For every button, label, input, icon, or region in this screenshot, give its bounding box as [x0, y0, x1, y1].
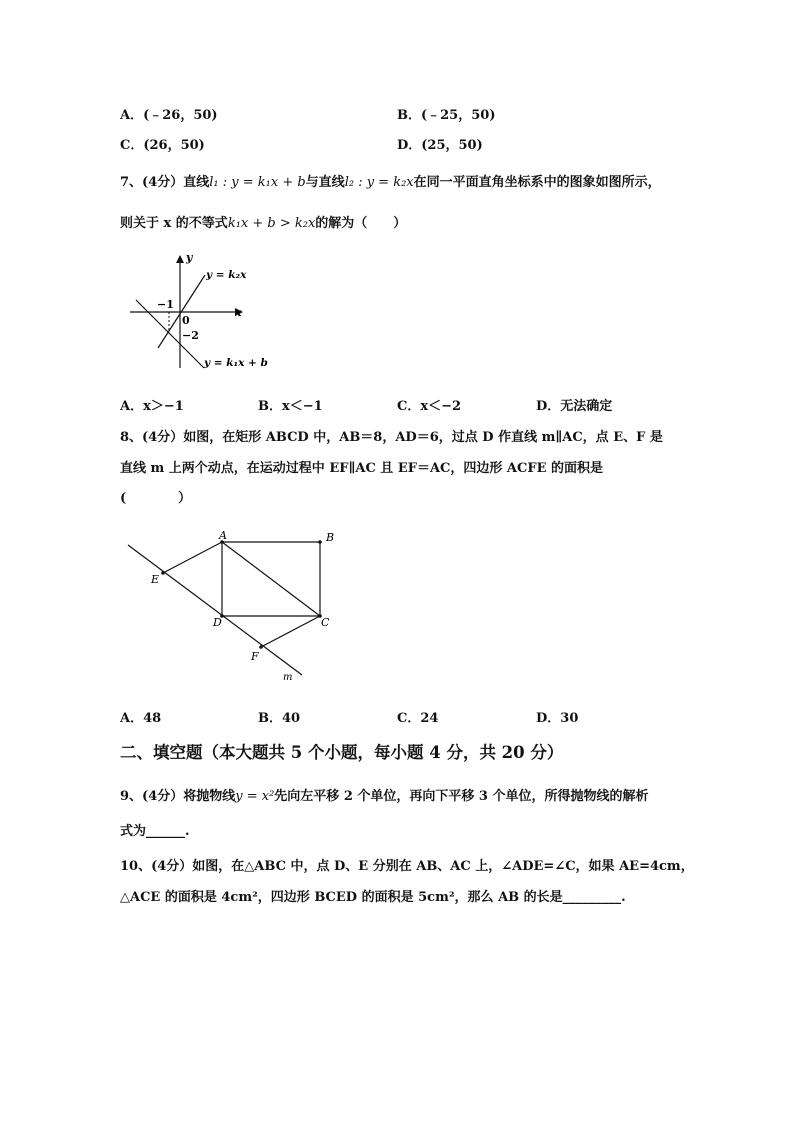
- q7-suffix: 在同一平面直角坐标系中的图象如图所示，: [413, 175, 661, 190]
- label-neg1: −1: [157, 298, 174, 311]
- q9-stem-line2: 式为______.: [120, 824, 190, 839]
- label-m: m: [283, 672, 293, 683]
- label-y-k2x: y = k₂x: [206, 269, 247, 281]
- q7-line2-suffix: 的解为（ ）: [315, 216, 407, 231]
- q7-line2-prefix: 则关于 x 的不等式: [120, 216, 228, 231]
- q7-inequality: k₁x + b > k₂x: [227, 216, 316, 231]
- point-e: [161, 571, 165, 575]
- q8-option-a: A．48: [120, 711, 162, 726]
- q6-option-b: B．(﹣25，50): [397, 108, 496, 123]
- section-heading-fill-in: 二、填空题（本大题共 5 个小题，每小题 4 分，共 20 分）: [120, 743, 564, 762]
- label-c: C: [321, 616, 330, 629]
- q9-stem-line1: [120, 785, 649, 804]
- segment-cf: [261, 616, 320, 647]
- q9-suffix: 先向左平移 2 个单位，再向下平移 3 个单位，所得抛物线的解析: [274, 789, 649, 804]
- segment-ae: [163, 542, 222, 573]
- label-origin: 0: [182, 314, 190, 327]
- q8-stem-line3: ( ）: [120, 491, 192, 506]
- q7-figure: [120, 250, 280, 375]
- q10-stem-line1: 10、(4分）如图，在△ABC 中，点 D、E 分别在 AB、AC 上，∠ADE=∠C，如果 AE=4cm，: [120, 859, 694, 874]
- q7-prefix: 7、(4分）直线: [120, 175, 210, 190]
- label-b: B: [326, 531, 335, 544]
- q10-stem-line2: △ACE 的面积是 4cm²，四边形 BCED 的面积是 5cm²，那么 AB 的长是_________.: [120, 890, 626, 905]
- label-a: A: [219, 529, 227, 542]
- q7-stem-line1: [120, 171, 661, 190]
- q7-mid: 与直线: [305, 175, 345, 190]
- q7-option-b: B．x＜−1: [258, 399, 323, 414]
- q8-option-d: D．30: [536, 711, 579, 726]
- q7-l1-formula: l₁ : y = k₁x + b: [209, 175, 306, 190]
- q7-option-c: C．x＜−2: [397, 399, 462, 414]
- q6-option-c: C．(26，50): [120, 138, 205, 153]
- x-axis-label: x: [235, 306, 242, 319]
- q9-formula: y = x²: [235, 789, 275, 804]
- q8-figure: [120, 525, 350, 690]
- q8-stem-line1: 8、(4分）如图，在矩形 ABCD 中，AB＝8，AD＝6，过点 D 作直线 m∥AC，点 E、F 是: [120, 430, 663, 445]
- q9-prefix: 9、(4分）将抛物线: [120, 789, 236, 804]
- label-d: D: [213, 616, 222, 629]
- q8-stem-line2: 直线 m 上两个动点，在运动过程中 EF∥AC 且 EF＝AC，四边形 ACFE 的面积是: [120, 461, 604, 476]
- label-y-k1x-b: y = k₁x + b: [204, 357, 268, 369]
- q7-option-a: A．x＞−1: [120, 399, 184, 414]
- q7-stem-line2: [120, 212, 406, 231]
- q8-option-b: B．40: [258, 711, 301, 726]
- label-e: E: [151, 573, 160, 586]
- q6-option-d: D．(25，50): [397, 138, 483, 153]
- point-f: [259, 645, 263, 649]
- q7-l2-formula: l₂ : y = k₂x: [344, 175, 414, 190]
- label-neg2: −2: [182, 329, 199, 342]
- line-m: [128, 545, 302, 675]
- q8-option-c: C．24: [397, 711, 439, 726]
- label-f: F: [251, 650, 259, 663]
- q7-option-d: D．无法确定: [536, 399, 613, 414]
- diagonal-ac: [222, 542, 320, 616]
- point-b: [318, 540, 322, 544]
- y-axis-label: y: [186, 251, 193, 264]
- q6-option-a: A．(﹣26，50): [120, 108, 218, 123]
